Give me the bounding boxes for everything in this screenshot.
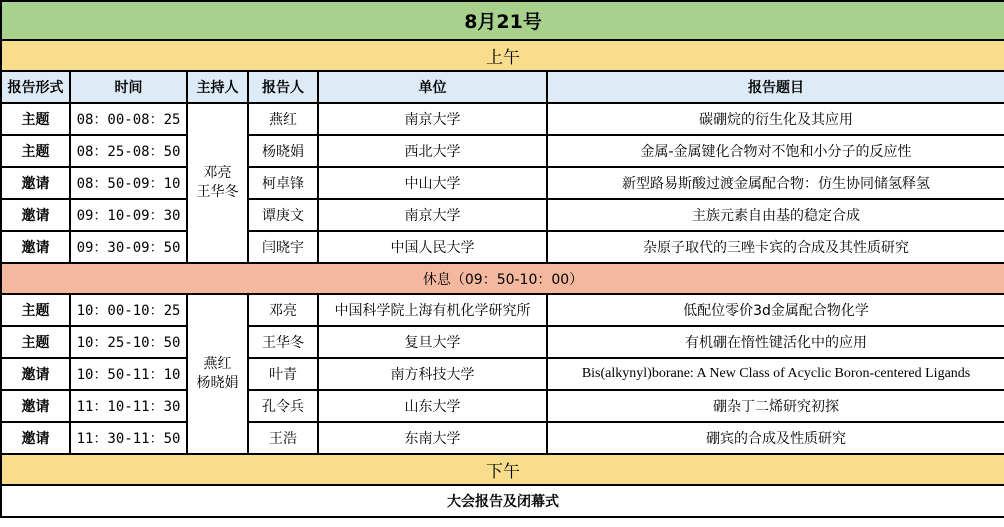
talk-time: 11：10-11：30 bbox=[70, 390, 187, 422]
chair-name: 邓亮 bbox=[203, 165, 232, 181]
talk-title: 碳硼烷的衍生化及其应用 bbox=[547, 103, 1004, 135]
talk-speaker: 燕红 bbox=[248, 103, 318, 135]
talk-title: 硼杂丁二烯研究初探 bbox=[547, 390, 1004, 422]
talk-type: 邀请 bbox=[1, 231, 70, 263]
talk-type: 邀请 bbox=[1, 167, 70, 199]
session2-chairs bbox=[187, 294, 248, 454]
talk-time: 10：25-10：50 bbox=[70, 326, 187, 358]
talk-title: 硼宾的合成及性质研究 bbox=[547, 422, 1004, 454]
talk-unit: 中国科学院上海有机化学研究所 bbox=[318, 294, 547, 326]
talk-unit: 中国人民大学 bbox=[318, 231, 547, 263]
talk-speaker: 孔令兵 bbox=[248, 390, 318, 422]
talk-time: 11：30-11：50 bbox=[70, 422, 187, 454]
talk-time: 08：50-09：10 bbox=[70, 167, 187, 199]
talk-speaker: 闫晓宇 bbox=[248, 231, 318, 263]
morning-session-label: 上午 bbox=[1, 40, 1004, 71]
chair-name: 王华冬 bbox=[196, 184, 239, 200]
talk-speaker: 谭庚文 bbox=[248, 199, 318, 231]
talk-unit: 南京大学 bbox=[318, 199, 547, 231]
talk-time: 09：30-09：50 bbox=[70, 231, 187, 263]
talk-time: 09：10-09：30 bbox=[70, 199, 187, 231]
talk-unit: 东南大学 bbox=[318, 422, 547, 454]
talk-unit: 山东大学 bbox=[318, 390, 547, 422]
header-time: 时间 bbox=[70, 71, 187, 103]
talk-title: 新型路易斯酸过渡金属配合物：仿生协同储氢释氢 bbox=[547, 167, 1004, 199]
talk-time: 10：50-11：10 bbox=[70, 358, 187, 390]
table-row bbox=[1, 422, 1004, 454]
header-type: 报告形式 bbox=[1, 71, 70, 103]
talk-unit: 中山大学 bbox=[318, 167, 547, 199]
table-row bbox=[1, 135, 1004, 167]
session1-chairs bbox=[187, 103, 248, 263]
table-row bbox=[1, 167, 1004, 199]
table-row bbox=[1, 326, 1004, 358]
talk-unit: 南方科技大学 bbox=[318, 358, 547, 390]
header-speaker: 报告人 bbox=[248, 71, 318, 103]
talk-time: 08：00-08：25 bbox=[70, 103, 187, 135]
header-row bbox=[1, 71, 1004, 103]
talk-title: 有机硼在惰性键活化中的应用 bbox=[547, 326, 1004, 358]
talk-time: 08：25-08：50 bbox=[70, 135, 187, 167]
talk-type: 邀请 bbox=[1, 199, 70, 231]
talk-speaker: 柯卓锋 bbox=[248, 167, 318, 199]
day-title: 8月21号 bbox=[1, 1, 1004, 40]
talk-type: 主题 bbox=[1, 326, 70, 358]
closing-label: 大会报告及闭幕式 bbox=[1, 485, 1004, 517]
talk-title: Bis(alkynyl)borane: A New Class of Acyclic Boron-centered Ligands bbox=[547, 358, 1004, 390]
talk-title: 杂原子取代的三唑卡宾的合成及其性质研究 bbox=[547, 231, 1004, 263]
table-row bbox=[1, 358, 1004, 390]
talk-speaker: 王华冬 bbox=[248, 326, 318, 358]
talk-title: 金属-金属键化合物对不饱和小分子的反应性 bbox=[547, 135, 1004, 167]
talk-unit: 复旦大学 bbox=[318, 326, 547, 358]
table-row bbox=[1, 294, 1004, 326]
header-title: 报告题目 bbox=[547, 71, 1004, 103]
talk-unit: 南京大学 bbox=[318, 103, 547, 135]
talk-speaker: 杨晓娟 bbox=[248, 135, 318, 167]
table-row bbox=[1, 103, 1004, 135]
talk-unit: 西北大学 bbox=[318, 135, 547, 167]
talk-title: 低配位零价3d金属配合物化学 bbox=[547, 294, 1004, 326]
chair-name: 杨晓娟 bbox=[196, 375, 239, 391]
talk-speaker: 叶青 bbox=[248, 358, 318, 390]
talk-speaker: 邓亮 bbox=[248, 294, 318, 326]
table-row bbox=[1, 390, 1004, 422]
afternoon-session-label: 下午 bbox=[1, 454, 1004, 485]
table-row bbox=[1, 199, 1004, 231]
header-unit: 单位 bbox=[318, 71, 547, 103]
talk-type: 主题 bbox=[1, 135, 70, 167]
talk-type: 邀请 bbox=[1, 422, 70, 454]
talk-type: 邀请 bbox=[1, 390, 70, 422]
talk-time: 10：00-10：25 bbox=[70, 294, 187, 326]
table-row bbox=[1, 231, 1004, 263]
talk-speaker: 王浩 bbox=[248, 422, 318, 454]
talk-type: 主题 bbox=[1, 294, 70, 326]
header-chair: 主持人 bbox=[187, 71, 248, 103]
talk-type: 邀请 bbox=[1, 358, 70, 390]
break-label: 休息（09：50-10：00） bbox=[1, 263, 1004, 294]
chair-name: 燕红 bbox=[203, 356, 232, 372]
talk-title: 主族元素自由基的稳定合成 bbox=[547, 199, 1004, 231]
talk-type: 主题 bbox=[1, 103, 70, 135]
